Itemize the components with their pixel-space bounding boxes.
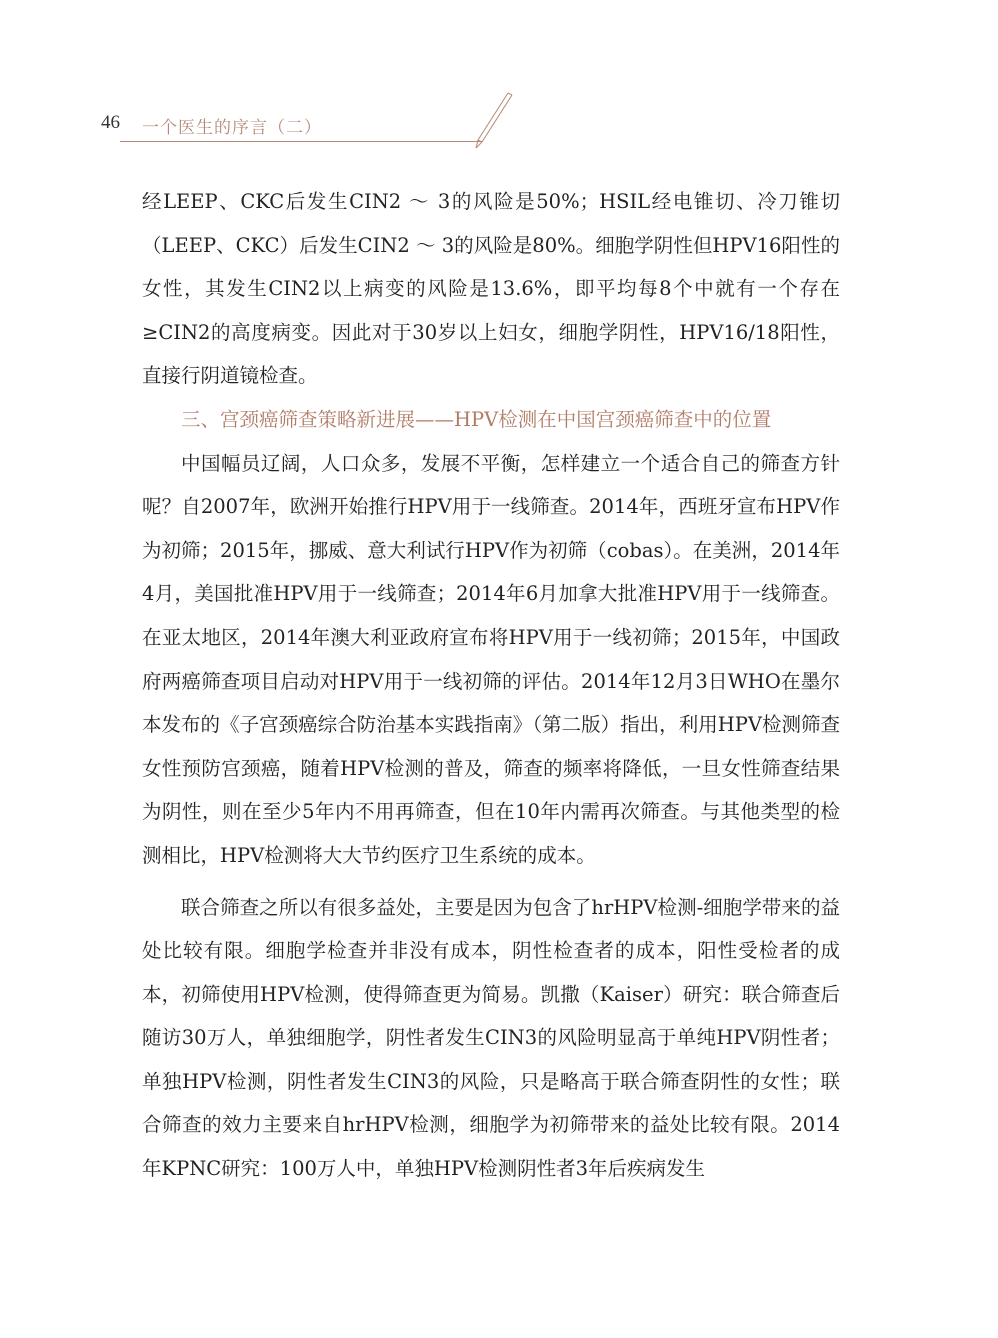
pen-icon bbox=[470, 90, 515, 150]
page-header bbox=[0, 0, 998, 160]
paragraph-continued: 经LEEP、CKC后发生CIN2 ～ 3的风险是50%；HSIL经电锥切、冷刀锥切（LEEP、CKC）后发生CIN2 ～ 3的风险是80%。细胞学阴性但HPV16阳性的女性，其发生CIN2以上病变的风险是13.6%，即平均每8个中就有一个存在≥CIN2的高度病变。因此对于30岁以上妇女，细胞学阴性，HPV16/18阳性，直接行阴道镜检查。 bbox=[142, 190, 840, 388]
paragraph-co-testing: 联合筛查之所以有很多益处，主要是因为包含了hrHPV检测-细胞学带来的益处比较有限。细胞学检查并非没有成本，阴性检查者的成本，阳性受检者的成本，初筛使用HPV检测，使得筛查更为简易。凯撒（Kaiser）研究：联合筛查后随访30万人，单独细胞学，阴性者发生CIN3的风险明显高于单纯HPV阴性者；单独HPV检测，阴性者发生CIN3的风险，只是略高于联合筛查阴性的女性；联合筛查的效力主要来自hrHPV检测，细胞学为初筛带来的益处比较有限。2014年KPNC研究：100万人中，单独HPV检测阴性者3年后疾病发生 bbox=[142, 895, 840, 1181]
running-title: 一个医生的序言（二） bbox=[142, 118, 322, 138]
paragraph-screening-progress: 中国幅员辽阔，人口众多，发展不平衡，怎样建立一个适合自己的筛查方针呢？自2007年，欧洲开始推行HPV用于一线筛查。2014年，西班牙宣布HPV作为初筛；2015年，挪威、意大利试行HPV作为初筛（cobas）。在美洲，2014年4月，美国批准HPV用于一线筛查；2014年6月加拿大批准HPV用于一线筛查。在亚太地区，2014年澳大利亚政府宣布将HPV用于一线初筛；2015年，中国政府两癌筛查项目启动对HPV用于一线初筛的评估。2014年12月3日WHO在墨尔本发布的《子宫颈癌综合防治基本实践指南》（第二版）指出，利用HPV检测筛查女性预防宫颈癌，随着HPV检测的普及，筛查的频率将降低，一旦女性筛查结果为阴性，则在至少5年内不用再筛查，但在10年内需再次筛查。与其他类型的检测相比，HPV检测将大大节约医疗卫生系统的成本。 bbox=[142, 451, 840, 867]
body-text bbox=[142, 180, 840, 1191]
section-heading: 三、宫颈癌筛查策略新进展——HPV检测在中国宫颈癌筛查中的位置 bbox=[181, 407, 772, 431]
page-number: 46 bbox=[101, 112, 120, 133]
header-rule bbox=[120, 141, 483, 142]
